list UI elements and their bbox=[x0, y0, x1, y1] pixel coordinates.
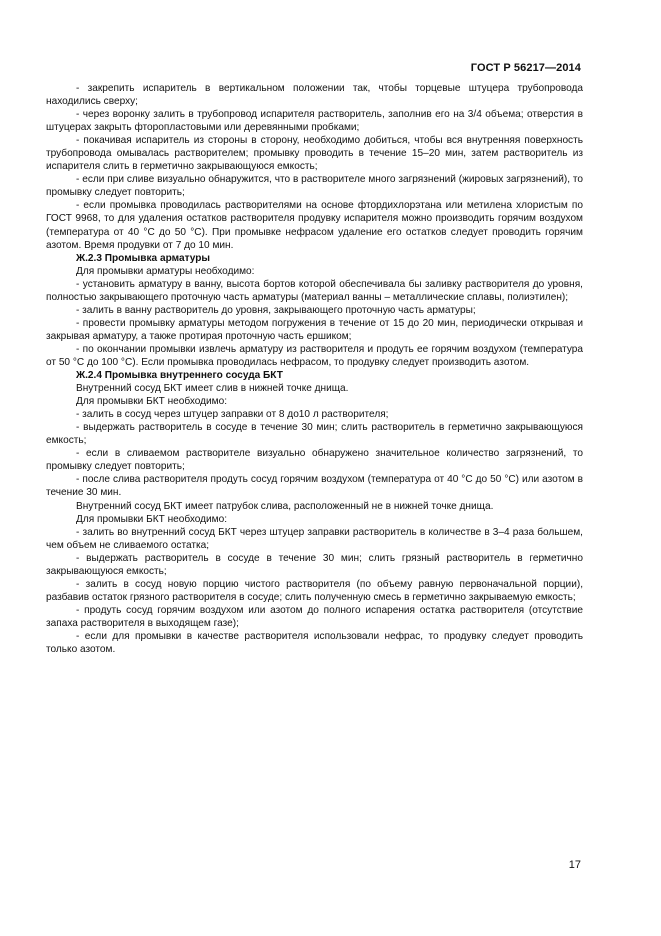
paragraph: - продуть сосуд горячим воздухом или азотом до полного испарения остатка растворителя (отсутствие запаха растворителя в выходящем газе); bbox=[46, 604, 583, 629]
paragraph: - провести промывку арматуры методом погружения в течение от 15 до 20 мин, периодически открывая и закрывая арматуру, а также протирая проточную часть ершиком; bbox=[46, 317, 583, 342]
body-text bbox=[46, 82, 583, 656]
paragraph: - выдержать растворитель в сосуде в течение 30 мин; слить растворитель в герметично закрывающуюся емкость; bbox=[46, 422, 583, 447]
paragraph: - через воронку залить в трубопровод испарителя растворитель, заполнив его на 3/4 объема; отверстия в штуцерах закрыть фторопластовыми или деревянными пробками; bbox=[46, 109, 583, 134]
paragraph: Внутренний сосуд БКТ имеет патрубок слива, расположенный не в нижней точке днища. bbox=[76, 500, 494, 512]
document-code: ГОСТ Р 56217—2014 bbox=[470, 62, 581, 74]
paragraph: - если в сливаемом растворителе визуально обнаружено значительное количество загрязнений, то промывку следует повторить; bbox=[46, 448, 583, 473]
paragraph: - залить в ванну растворитель до уровня, закрывающего проточную часть арматуры; bbox=[76, 304, 476, 316]
page-number: 17 bbox=[568, 859, 581, 871]
paragraph: - залить во внутренний сосуд БКТ через штуцер заправки растворитель в количестве в 3–4 раза большем, чем объем не сливаемого остатка; bbox=[46, 526, 583, 551]
paragraph: - если для промывки в качестве растворителя использовали нефрас, то продувку следует проводить только азотом. bbox=[46, 630, 583, 656]
paragraph: - после слива растворителя продуть сосуд горячим воздухом (температура от 40 °С до 50 °С) или азотом в течение 30 мин. bbox=[46, 474, 583, 499]
paragraph: - залить в сосуд через штуцер заправки от 8 до10 л растворителя; bbox=[76, 409, 389, 421]
paragraph: - закрепить испаритель в вертикальном положении так, чтобы торцевые штуцера трубопровода находились сверху; bbox=[46, 83, 583, 108]
paragraph: Для промывки БКТ необходимо: bbox=[76, 396, 228, 408]
paragraph: - установить арматуру в ванну, высота бортов которой обеспечивала бы заливку растворителя до уровня, полностью закрывающего проточную часть арматуры (материал ванны – металлические сплавы, полиэтилен); bbox=[46, 278, 583, 303]
paragraph: - если промывка проводилась растворителями на основе фтордихлорэтана или метилена хлористым по ГОСТ 9968, то для удаления остатков растворителя продувку испарителя можно производить горячим воздухом (температура от 40 °С до 50 °С). При промывке нефрасом удаление его остатков следует проводить горячим азотом. Время продувки от 7 до 10 мин. bbox=[46, 200, 583, 251]
paragraph: Для промывки БКТ необходимо: bbox=[76, 513, 228, 525]
paragraph: - залить в сосуд новую порцию чистого растворителя (по объему равную первоначальной порции), разбавив остаток грязного растворителя в сосуде; слить полученную смесь в герметично закрываемую емкость; bbox=[46, 578, 583, 603]
paragraph: Внутренний сосуд БКТ имеет слив в нижней точке днища. bbox=[76, 383, 349, 395]
section-heading: Ж.2.3 Промывка арматуры bbox=[76, 252, 211, 264]
paragraph: - по окончании промывки извлечь арматуру из растворителя и продуть ее горячим воздухом (температура от 50 °С до 100 °С). Если промывка проводилась нефрасом, то продувку следует производить азотом. bbox=[46, 343, 583, 368]
paragraph: - покачивая испаритель из стороны в сторону, необходимо добиться, чтобы вся внутренняя поверхность трубопровода омывалась растворителем; промывку проводить в течение 15–20 мин, затем растворитель из испарителя слить в герметично закрывающуюся емкость; bbox=[46, 135, 583, 173]
paragraph: Для промывки арматуры необходимо: bbox=[76, 265, 255, 277]
paragraph: - если при сливе визуально обнаружится, что в растворителе много загрязнений (жировых загрязнений), то промывку следует повторить; bbox=[46, 174, 583, 199]
section-heading: Ж.2.4 Промывка внутреннего сосуда БКТ bbox=[76, 370, 283, 382]
paragraph: - выдержать растворитель в сосуде в течение 30 мин; слить грязный растворитель в герметично закрывающуюся емкость; bbox=[46, 552, 583, 577]
